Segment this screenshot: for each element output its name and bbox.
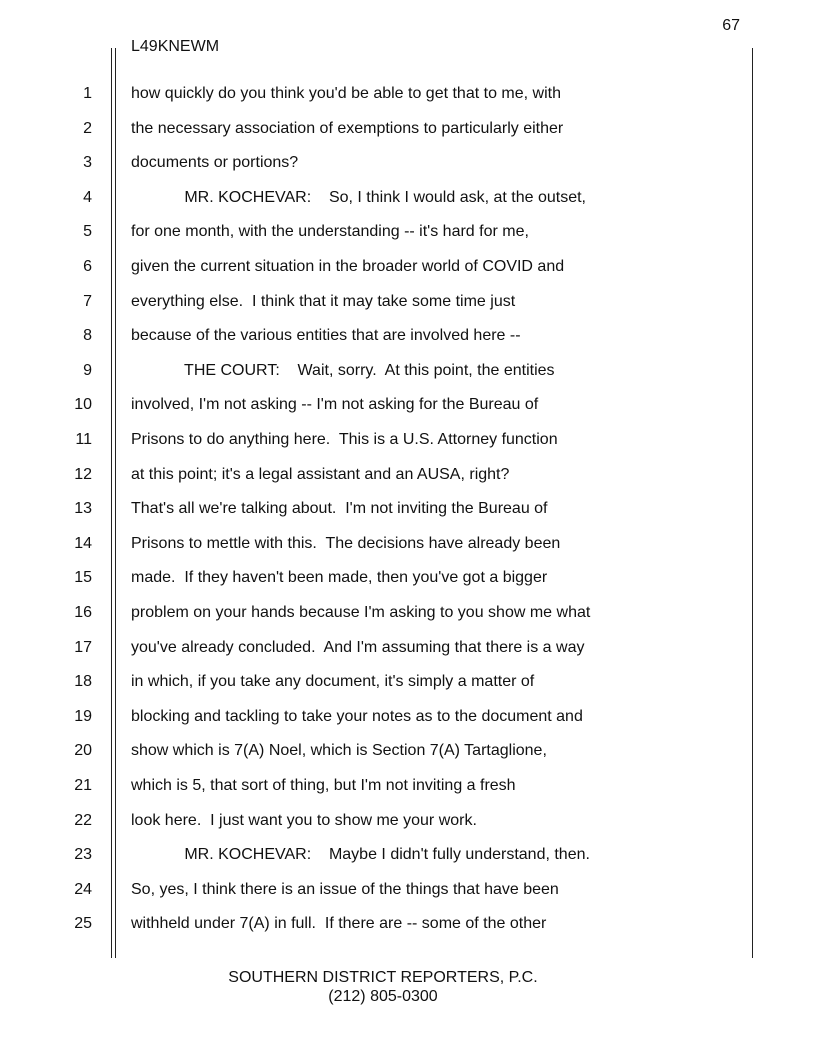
line-number: 5 (83, 223, 92, 240)
line-number: 9 (83, 362, 92, 379)
line-number: 25 (74, 915, 92, 932)
line-number: 21 (74, 777, 92, 794)
line-number: 18 (74, 673, 92, 690)
page-number: 67 (722, 17, 740, 34)
left-margin-rule-outer (111, 48, 112, 958)
transcript-line: blocking and tackling to take your notes as to the document and (131, 708, 583, 725)
transcript-line: MR. KOCHEVAR: So, I think I would ask, at the outset, (131, 189, 586, 206)
line-number: 20 (74, 742, 92, 759)
transcript-line: That's all we're talking about. I'm not inviting the Bureau of (131, 500, 548, 517)
left-margin-rule-inner (115, 48, 116, 958)
footer (0, 968, 766, 1006)
transcript-line: everything else. I think that it may take some time just (131, 293, 516, 310)
line-number: 22 (74, 812, 92, 829)
transcript-line: MR. KOCHEVAR: Maybe I didn't fully understand, then. (131, 846, 590, 863)
line-number: 11 (75, 431, 92, 448)
transcript-line: the necessary association of exemptions to particularly either (131, 120, 564, 137)
line-number: 7 (83, 293, 92, 310)
transcript-line: which is 5, that sort of thing, but I'm not inviting a fresh (131, 777, 516, 794)
line-number: 15 (74, 569, 92, 586)
line-number: 1 (83, 85, 92, 102)
footer-phone: (212) 805-0300 (328, 988, 438, 1005)
line-number: 4 (83, 189, 92, 206)
transcript-line: show which is 7(A) Noel, which is Section 7(A) Tartaglione, (131, 742, 547, 759)
line-number: 2 (83, 120, 92, 137)
transcript-line: made. If they haven't been made, then you've got a bigger (131, 569, 548, 586)
line-number: 10 (74, 396, 92, 413)
case-code: L49KNEWM (131, 38, 220, 55)
transcript-line: Prisons to mettle with this. The decisions have already been (131, 535, 561, 552)
transcript-line: for one month, with the understanding -- it's hard for me, (131, 223, 529, 240)
transcript-line: because of the various entities that are involved here -- (131, 327, 521, 344)
line-number: 16 (74, 604, 92, 621)
transcript-line: So, yes, I think there is an issue of the things that have been (131, 881, 559, 898)
line-number: 17 (74, 639, 92, 656)
transcript-line: involved, I'm not asking -- I'm not asking for the Bureau of (131, 396, 539, 413)
transcript-line: documents or portions? (131, 154, 299, 171)
transcript-line: how quickly do you think you'd be able to get that to me, with (131, 85, 561, 102)
line-number: 6 (83, 258, 92, 275)
line-number: 8 (83, 327, 92, 344)
transcript-line: THE COURT: Wait, sorry. At this point, the entities (131, 362, 555, 379)
line-number: 24 (74, 881, 92, 898)
line-number: 3 (83, 154, 92, 171)
transcript-line: withheld under 7(A) in full. If there are -- some of the other (131, 915, 547, 932)
line-number: 23 (74, 846, 92, 863)
footer-reporter: SOUTHERN DISTRICT REPORTERS, P.C. (228, 969, 538, 986)
line-number: 13 (74, 500, 92, 517)
transcript-line: at this point; it's a legal assistant and an AUSA, right? (131, 466, 510, 483)
transcript-line: problem on your hands because I'm asking to you show me what (131, 604, 591, 621)
transcript-line: given the current situation in the broader world of COVID and (131, 258, 565, 275)
transcript-line: you've already concluded. And I'm assuming that there is a way (131, 639, 585, 656)
transcript-line: look here. I just want you to show me your work. (131, 812, 477, 829)
line-number: 14 (74, 535, 92, 552)
transcript-line: Prisons to do anything here. This is a U.S. Attorney function (131, 431, 558, 448)
transcript-line: in which, if you take any document, it's simply a matter of (131, 673, 535, 690)
line-number: 19 (74, 708, 92, 725)
line-number: 12 (74, 466, 92, 483)
right-margin-rule (752, 48, 753, 958)
